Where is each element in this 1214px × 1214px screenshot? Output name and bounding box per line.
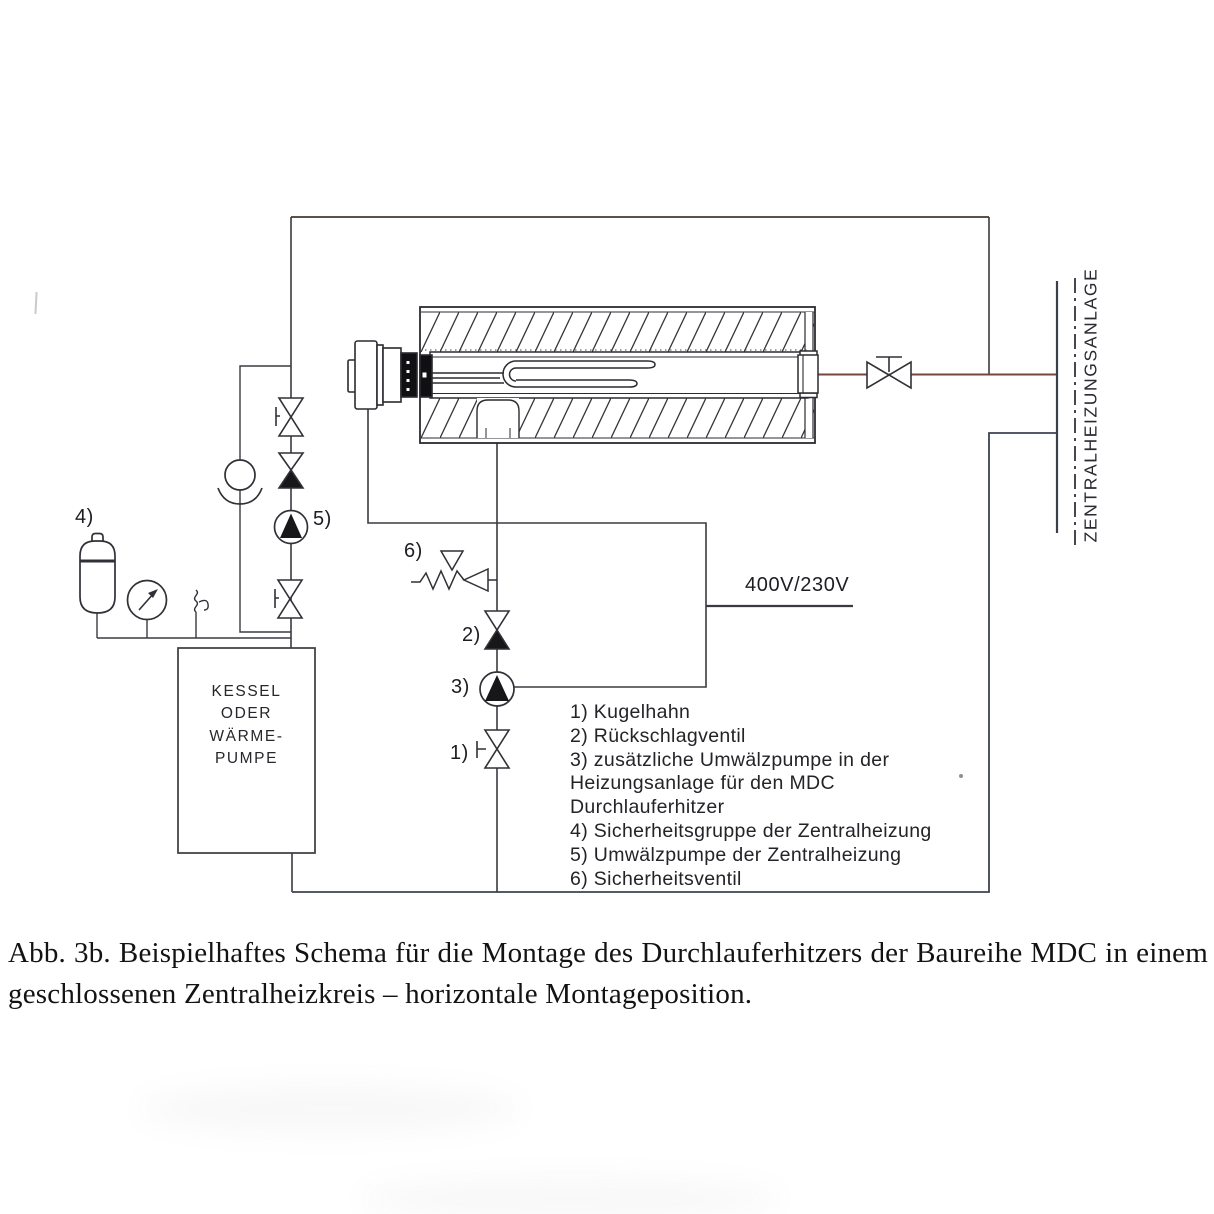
boiler-label-line: ODER: [220, 705, 273, 723]
heater-tube: [430, 352, 808, 398]
legend-line-1: 1) Kugelhahn: [570, 701, 691, 723]
figure-caption: Abb. 3b. Beispielhaftes Schema für die Montage des Durchlauferhitzers der Baureihe MDC in einem geschlossenen Zentralheizkreis – horizontale Montageposition.: [8, 937, 1208, 1010]
scan-smudge: [140, 1085, 520, 1133]
callout-5: 5): [313, 508, 332, 530]
safety-group-manifold: [97, 612, 291, 638]
power-supply-label: 400V/230V: [745, 574, 850, 596]
head-body: [383, 348, 401, 402]
scan-smudge: [360, 1178, 780, 1214]
callout-4: 4): [75, 506, 94, 528]
callout-6: 6): [404, 540, 423, 562]
legend-line-3: 3) zusätzliche Umwälzpumpe in der: [570, 748, 890, 771]
boiler-label-line: KESSEL: [211, 683, 282, 700]
legend-line-3c: Durchlauferhitzer: [570, 796, 725, 819]
callout-2: 2): [462, 624, 481, 646]
heater-outlet-channel: [477, 398, 519, 438]
boiler-label-line: WÄRME-: [209, 727, 284, 745]
callout-3: 3): [451, 676, 470, 698]
scan-dot-artifact: [959, 774, 963, 778]
legend-line-6: 6) Sicherheitsventil: [570, 867, 742, 890]
legend-line-4: 4) Sicherheitsgruppe der Zentralheizung: [570, 819, 932, 842]
head-ring: [377, 345, 383, 405]
check-valve-2: [485, 611, 509, 649]
callout-1: 1): [450, 742, 469, 764]
check-valve-supply: [279, 453, 303, 488]
air-vent: [195, 590, 209, 612]
ball-valve-supply-top: [276, 398, 303, 436]
head-cap: [355, 341, 377, 409]
boiler-label-line: PUMPE: [214, 749, 279, 767]
insulation-hatch-top: [421, 312, 814, 352]
circulation-pump-5: [275, 511, 308, 544]
flow-heater: [348, 307, 818, 443]
expansion-vessel: [80, 534, 115, 614]
pressure-gauge: [128, 581, 167, 620]
boiler-label: [178, 681, 315, 770]
outlet-valve: [867, 357, 911, 388]
legend-line-5: 5) Umwälzpumpe der Zentralheizung: [570, 843, 902, 866]
legend: [570, 701, 932, 891]
ball-valve-supply-bottom: [275, 580, 302, 618]
ball-valve-1: [477, 730, 509, 768]
legend-line-2: 2) Rückschlagventil: [570, 724, 746, 747]
central-heating-boundary: [1057, 278, 1075, 546]
circulation-pump-3: [480, 672, 514, 706]
legend-line-3b: Heizungsanlage für den MDC: [570, 772, 835, 795]
heater-outlet-fitting: [798, 351, 818, 398]
safety-valve-6: [411, 551, 497, 591]
central-heating-system-label: ZENTRALHEIZUNGSANLAGE: [1080, 267, 1101, 543]
